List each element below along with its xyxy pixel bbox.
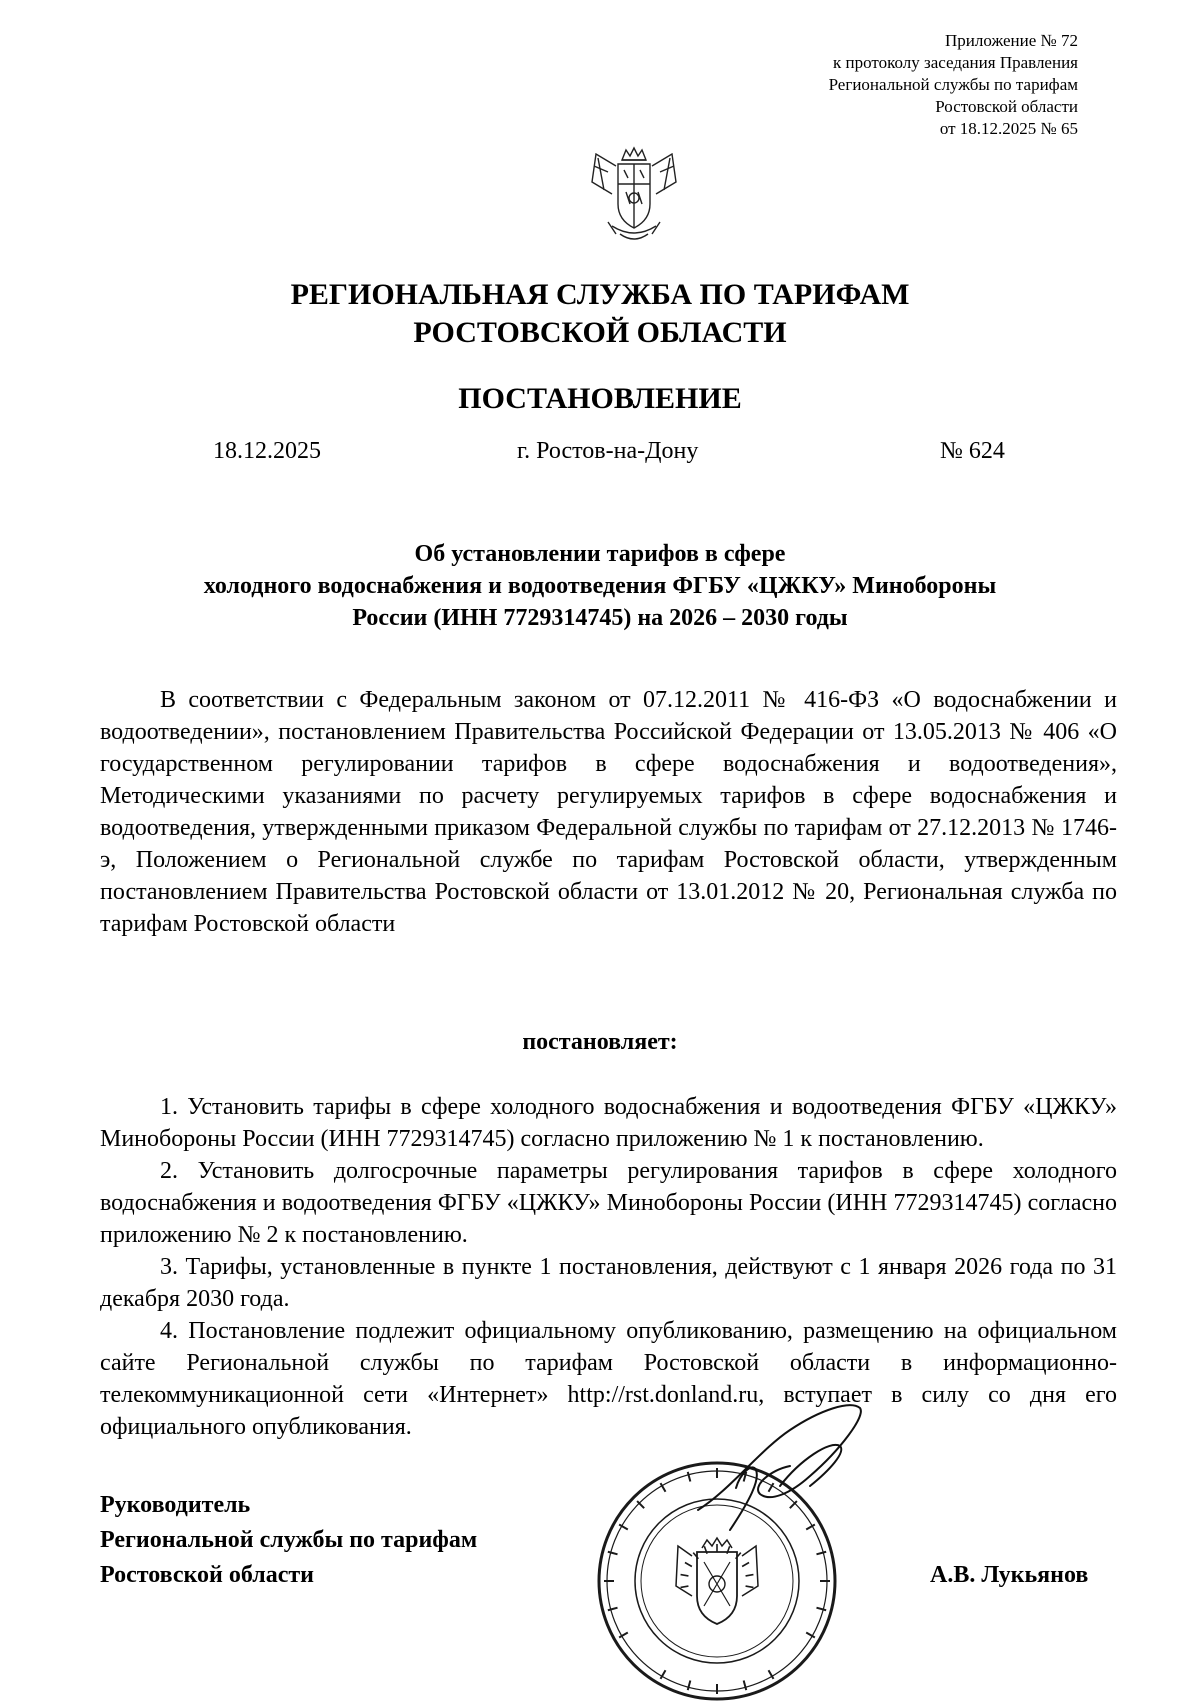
decree-word: постановляет:: [522, 1029, 678, 1055]
document-date: 18.12.2025: [213, 438, 321, 464]
appendix-line: Региональной службы по тарифам: [828, 75, 1078, 94]
organization-title: [0, 276, 1200, 352]
handwritten-signature: [690, 1390, 870, 1540]
subject-line: холодного водоснабжения и водоотведения ФГБУ «ЦЖКУ» Минобороны: [203, 573, 997, 599]
document-type: ПОСТАНОВЛЕНИЕ: [458, 382, 742, 415]
appendix-line: Ростовской области: [935, 97, 1078, 116]
organization-title-line: РОСТОВСКОЙ ОБЛАСТИ: [413, 316, 787, 349]
document-city: г. Ростов-на-Дону: [517, 438, 699, 464]
subject-line: России (ИНН 7729314745) на 2026 – 2030 годы: [352, 605, 848, 631]
resolution-item: 3. Тарифы, установленные в пункте 1 постановления, действуют с 1 января 2026 года по 31 декабря 2030 года.: [100, 1254, 1117, 1312]
resolution-items: [100, 1091, 1117, 1443]
document-subject: [120, 538, 1080, 634]
document-meta-row: [0, 438, 1200, 470]
subject-line: Об установлении тарифов в сфере: [414, 541, 786, 567]
signer-name: А.В. Лукьянов: [930, 1562, 1089, 1588]
appendix-line: к протоколу заседания Правления: [833, 53, 1078, 72]
resolution-item: 4. Постановление подлежит официальному опубликованию, размещению на официальном сайте Региональной службы по тарифам Ростовской области в информационно-телекоммуникационной сети «Интернет» http://rst.donland.ru, вступает в силу со дня его официального опубликования.: [100, 1318, 1117, 1440]
document-number: № 624: [940, 438, 1005, 464]
resolution-item: 2. Установить долгосрочные параметры регулирования тарифов в сфере холодного водоснабжения и водоотведения ФГБУ «ЦЖКУ» Минобороны России (ИНН 7729314745) согласно приложению № 2 к постановлению.: [100, 1158, 1117, 1248]
appendix-line: Приложение № 72: [945, 31, 1078, 50]
resolution-item: 1. Установить тарифы в сфере холодного водоснабжения и водоотведения ФГБУ «ЦЖКУ» Минобороны России (ИНН 7729314745) согласно приложению № 1 к постановлению.: [100, 1094, 1117, 1152]
organization-title-line: РЕГИОНАЛЬНАЯ СЛУЖБА ПО ТАРИФАМ: [290, 278, 910, 311]
appendix-line: от 18.12.2025 № 65: [939, 119, 1078, 138]
rostov-oblast-coat-of-arms-icon: [582, 142, 686, 246]
appendix-note: [658, 30, 1078, 140]
signer-position-line: Региональной службы по тарифам: [100, 1527, 478, 1553]
signer-position: [100, 1488, 477, 1593]
preamble-paragraph: В соответствии с Федеральным законом от 07.12.2011 № 416-ФЗ «О водоснабжении и водоотведении», постановлением Правительства Российской Федерации от 13.05.2013 № 406 «О государственном регулировании тарифов в сфере водоснабжения и водоотведения», Методическими указаниями по расчету регулируемых тарифов в сфере водоснабжения и водоотведения, утвержденными приказом Федеральной службы по тарифам от 27.12.2013 № 1746-э, Положением о Региональной службе по тарифам Ростовской области, утвержденным постановлением Правительства Ростовской области от 13.01.2012 № 20, Региональная служба по тарифам Ростовской области: [100, 687, 1117, 937]
signer-position-line: Ростовской области: [100, 1562, 314, 1588]
signer-position-line: Руководитель: [100, 1492, 251, 1518]
